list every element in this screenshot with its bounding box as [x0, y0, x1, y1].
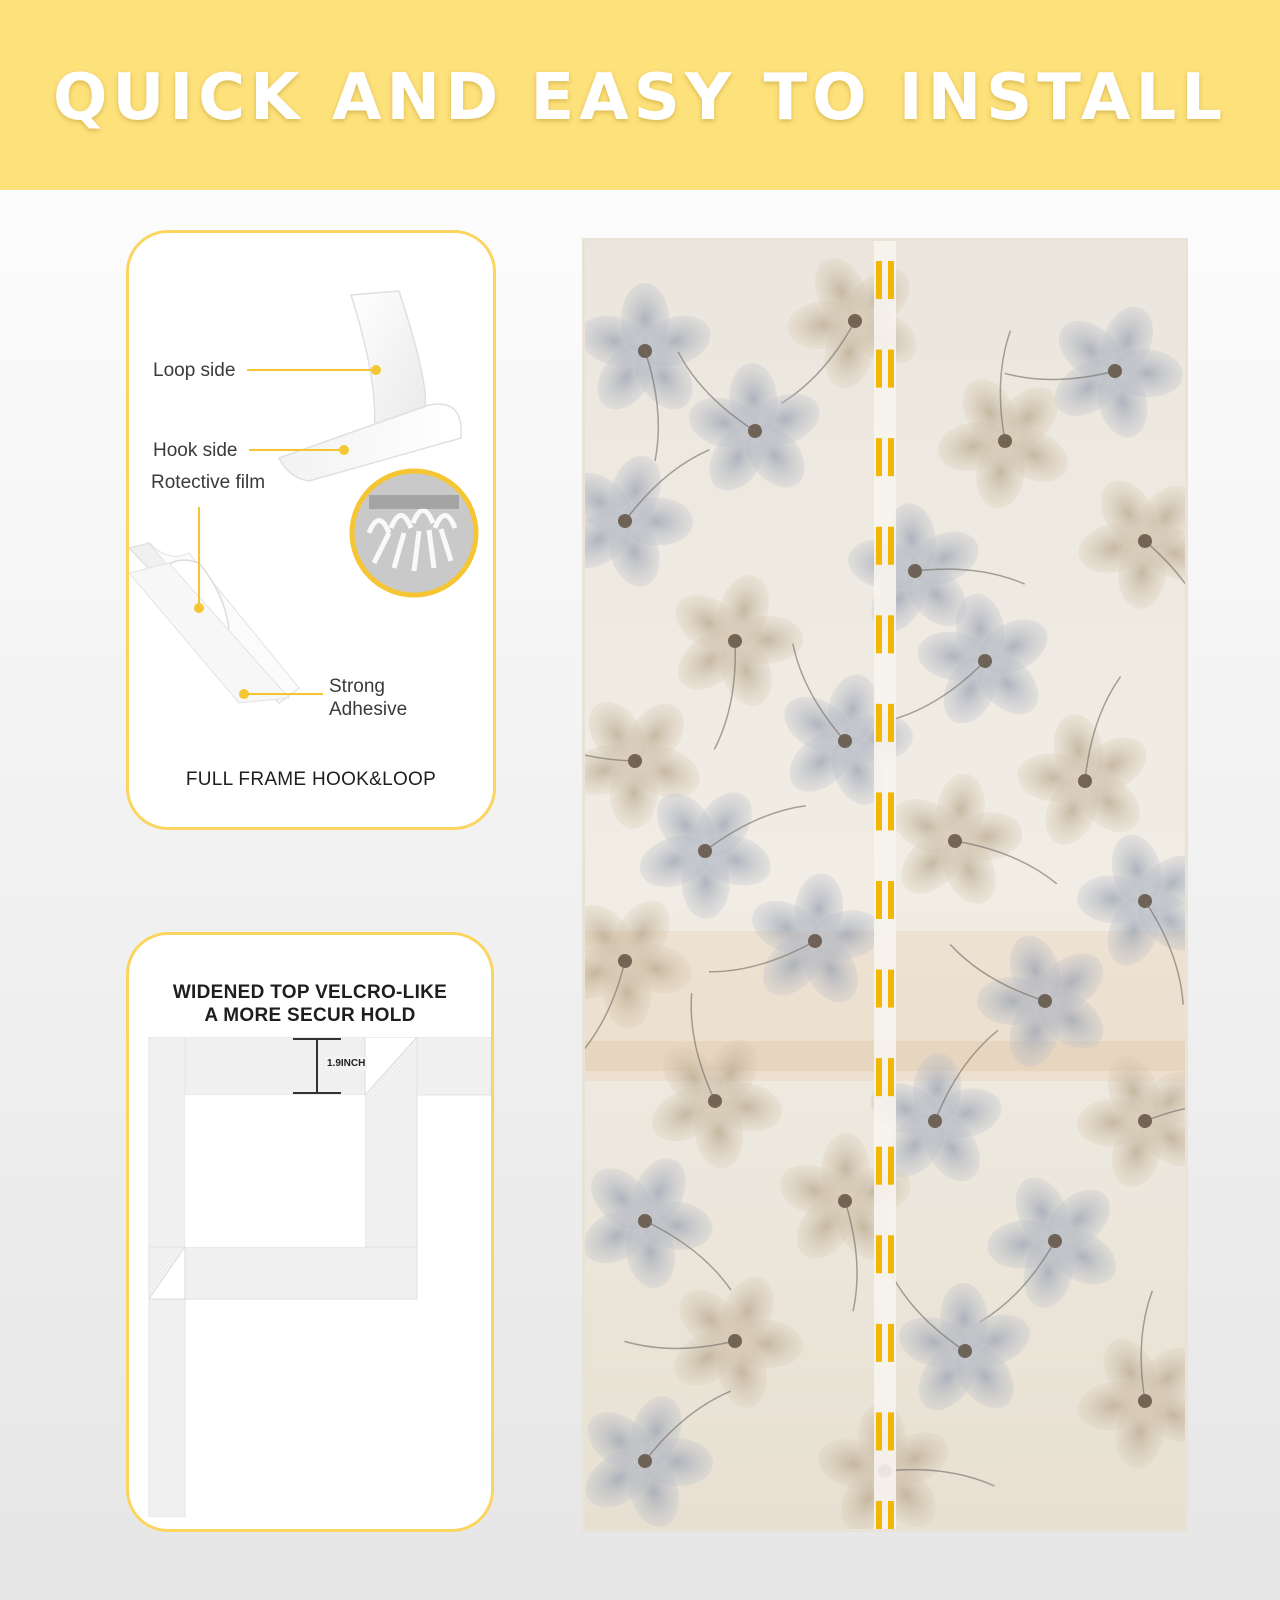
magnet-segment	[876, 1324, 882, 1362]
magnet-segment	[876, 881, 882, 919]
widened-top-card	[126, 932, 494, 1532]
magnet-segment	[888, 261, 894, 299]
header-banner	[0, 0, 1280, 190]
magnet-segment	[876, 1412, 882, 1450]
loop-side-label: Loop side	[153, 360, 236, 381]
floral-mesh-pattern	[585, 241, 1185, 1529]
magnet-segment	[876, 261, 882, 299]
loop-side-marker	[371, 365, 381, 375]
magnet-segment	[888, 1412, 894, 1450]
loop-side-leader-line	[247, 369, 377, 371]
magnet-segment	[888, 438, 894, 476]
measurement-label: 1.9INCH	[327, 1058, 366, 1069]
protective-film-leader-line	[198, 507, 200, 607]
hook-side-leader-line	[249, 449, 345, 451]
protective-film-label: Rotective film	[151, 472, 266, 493]
widened-top-title-line2: A MORE SECUR HOLD	[204, 1005, 416, 1026]
magnet-segment	[876, 438, 882, 476]
velcro-strips-illustration	[129, 233, 493, 827]
adhesive-label-line: Adhesive	[329, 699, 408, 720]
magnet-segment	[888, 1147, 894, 1185]
strong-adhesive-label	[329, 675, 407, 721]
magnet-segment	[876, 970, 882, 1008]
magnet-segment	[876, 527, 882, 565]
magnet-segment	[876, 1058, 882, 1096]
magnet-segment	[888, 704, 894, 742]
widened-top-title	[129, 981, 491, 1027]
magnet-segment	[888, 527, 894, 565]
magnet-segment	[876, 1147, 882, 1185]
magnet-segment	[888, 792, 894, 830]
magnet-segment	[876, 704, 882, 742]
hook-side-marker	[339, 445, 349, 455]
magnet-segment	[876, 1501, 882, 1529]
hook-side-label: Hook side	[153, 440, 238, 461]
magnet-segment	[888, 1235, 894, 1273]
magnet-segment	[888, 615, 894, 653]
magnet-segment	[888, 1501, 894, 1529]
protective-film-marker	[194, 603, 204, 613]
magnet-segment	[876, 615, 882, 653]
hook-loop-card-title: FULL FRAME HOOK&LOOP	[185, 769, 437, 790]
magnetic-screen-door	[582, 238, 1188, 1532]
magnet-segment	[888, 970, 894, 1008]
magnet-segment	[876, 1235, 882, 1273]
magnet-segment	[876, 792, 882, 830]
corner-tape-illustration	[129, 1037, 491, 1517]
magnet-segment	[888, 1324, 894, 1362]
hook-loop-card	[126, 230, 496, 830]
magnet-segment	[876, 350, 882, 388]
widened-top-title-line1: WIDENED TOP VELCRO-LIKE	[172, 982, 448, 1003]
adhesive-leader-line	[247, 693, 323, 695]
strong-label-line: Strong	[329, 676, 385, 697]
magnet-segment	[888, 350, 894, 388]
magnet-segment	[888, 1058, 894, 1096]
banner-title: QUICK AND EASY TO INSTALL	[52, 61, 1228, 135]
magnet-segment	[888, 881, 894, 919]
